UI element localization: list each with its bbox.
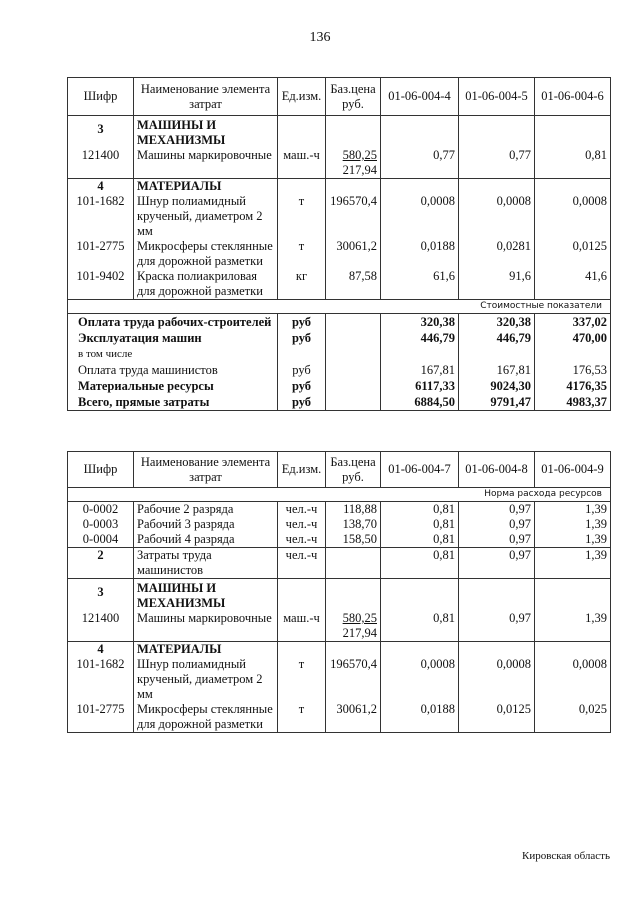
summary-label: Материальные ресурсы [68,378,278,394]
row-unit: чел.-ч [278,517,326,532]
header-name: Наименование элемента затрат [134,452,278,488]
summary-label: Оплата труда рабочих-строителей [68,314,278,331]
row-value: 0,025 [535,702,611,733]
row-unit: т [278,194,326,239]
row-value: 0,0008 [381,194,459,239]
header-unit: Ед.изм. [278,78,326,116]
row-price: 30061,2 [326,702,381,733]
summary-value: 176,53 [535,362,611,378]
row-value: 0,0008 [459,657,535,702]
summary-label: Эксплуатация машин [68,330,278,346]
summary-value: 4176,35 [535,378,611,394]
summary-value: 446,79 [459,330,535,346]
row-value: 1,39 [535,611,611,642]
row-unit: чел.-ч [278,502,326,518]
row-unit: т [278,702,326,733]
row-value: 0,77 [381,148,459,179]
row-code: 0-0003 [68,517,134,532]
row-value: 0,81 [381,611,459,642]
row-value: 0,0125 [459,702,535,733]
resource-table-2 [67,451,611,733]
summary-label: в том числе [68,346,278,362]
section-code: 4 [68,642,134,658]
row-code: 101-2775 [68,702,134,733]
summary-row [68,346,611,362]
row-value: 0,97 [459,502,535,518]
row-value: 0,97 [459,548,535,579]
summary-value: 167,81 [459,362,535,378]
row-code: 101-1682 [68,194,134,239]
row-value: 0,97 [459,517,535,532]
row-value: 0,0008 [535,657,611,702]
header-col-2: 01-06-004-8 [459,452,535,488]
section-row [68,642,611,658]
region-footer: Кировская область [522,850,611,862]
row-value: 0,81 [381,502,459,518]
summary-unit: руб [278,394,326,411]
row-price: 158,50 [326,532,381,548]
summary-unit: руб [278,330,326,346]
summary-label: Всего, прямые затраты [68,394,278,411]
row-value: 0,0125 [535,239,611,269]
row-value: 0,81 [535,148,611,179]
summary-value: 6884,50 [381,394,459,411]
row-name: Рабочий 3 разряда [134,517,278,532]
cost-caption-row [68,300,611,314]
row-price [326,148,381,179]
section-title: МАШИНЫ И МЕХАНИЗМЫ [134,579,278,612]
row-unit: кг [278,269,326,300]
section-code: 4 [68,179,134,195]
header-col-3: 01-06-004-6 [535,78,611,116]
row-name: Шнур полиамидный крученый, диаметром 2 мм [134,194,278,239]
section-row [68,179,611,195]
row-value: 0,0281 [459,239,535,269]
row-value: 0,97 [459,532,535,548]
header-code: Шифр [68,78,134,116]
row-value: 0,0188 [381,702,459,733]
row-name: Шнур полиамидный крученый, диаметром 2 мм [134,657,278,702]
summary-row [68,394,611,411]
norm-caption: Норма расхода ресурсов [68,488,611,502]
row-value: 0,97 [459,611,535,642]
row-unit: маш.-ч [278,148,326,179]
summary-value: 337,02 [535,314,611,331]
row-value: 0,81 [381,532,459,548]
table-header-row [68,452,611,488]
row-value: 0,0188 [381,239,459,269]
summary-row [68,314,611,331]
row-price: 196570,4 [326,657,381,702]
row-unit: маш.-ч [278,611,326,642]
row-price: 87,58 [326,269,381,300]
row-price: 118,88 [326,502,381,518]
summary-value: 9024,30 [459,378,535,394]
row-value: 1,39 [535,532,611,548]
summary-unit: руб [278,378,326,394]
row-name: Машины маркировочные [134,148,278,179]
summary-value: 320,38 [459,314,535,331]
table-row [68,611,611,642]
header-name: Наименование элемента затрат [134,78,278,116]
row-value: 0,0008 [381,657,459,702]
summary-value: 167,81 [381,362,459,378]
header-price: Баз.цена руб. [326,78,381,116]
row-name: Микросферы стеклянные для дорожной разметки [134,239,278,269]
row-name: Затраты труда машинистов [134,548,278,579]
row-code: 101-1682 [68,657,134,702]
row-value: 0,81 [381,548,459,579]
row-value: 91,6 [459,269,535,300]
summary-label: Оплата труда машинистов [68,362,278,378]
row-code: 101-9402 [68,269,134,300]
row-price [326,611,381,642]
table-row [68,502,611,518]
norm-caption-row [68,488,611,502]
row-code: 0-0002 [68,502,134,518]
row-value: 0,0008 [535,194,611,239]
row-name: Рабочие 2 разряда [134,502,278,518]
row-name: Краска полиакриловая для дорожной разметки [134,269,278,300]
summary-value: 9791,47 [459,394,535,411]
summary-row [68,330,611,346]
row-value: 0,0008 [459,194,535,239]
table-row [68,148,611,179]
header-col-1: 01-06-004-4 [381,78,459,116]
summary-value: 4983,37 [535,394,611,411]
row-code: 121400 [68,611,134,642]
row-value: 0,77 [459,148,535,179]
row-value: 1,39 [535,517,611,532]
cost-caption: Стоимостные показатели [68,300,611,314]
row-value: 0,81 [381,517,459,532]
row-code: 101-2775 [68,239,134,269]
row-code: 121400 [68,148,134,179]
row-value: 61,6 [381,269,459,300]
section-title: МАТЕРИАЛЫ [134,179,278,195]
row-price: 138,70 [326,517,381,532]
table-row [68,269,611,300]
table-row [68,194,611,239]
summary-value: 6117,33 [381,378,459,394]
table-row [68,239,611,269]
section-row [68,579,611,612]
header-unit: Ед.изм. [278,452,326,488]
section-code: 3 [68,116,134,149]
section-title: МАТЕРИАЛЫ [134,642,278,658]
summary-value: 320,38 [381,314,459,331]
row-unit: чел.-ч [278,548,326,579]
header-code: Шифр [68,452,134,488]
header-col-3: 01-06-004-9 [535,452,611,488]
page-number: 136 [309,30,331,45]
row-value: 41,6 [535,269,611,300]
summary-unit: руб [278,362,326,378]
row-price-secondary: 217,94 [342,626,377,640]
row-name: Микросферы стеклянные для дорожной разметки [134,702,278,733]
row-unit: т [278,239,326,269]
row-name: Машины маркировочные [134,611,278,642]
row-value: 1,39 [535,502,611,518]
row-code: 2 [68,548,134,579]
summary-value: 470,00 [535,330,611,346]
row-price-main: 580,25 [342,611,377,625]
row-code: 0-0004 [68,532,134,548]
table-row [68,657,611,702]
table-row [68,702,611,733]
summary-row [68,362,611,378]
row-price: 196570,4 [326,194,381,239]
row-price-main: 580,25 [342,148,377,162]
row-value: 1,39 [535,548,611,579]
header-price: Баз.цена руб. [326,452,381,488]
table-row [68,517,611,532]
row-name: Рабочий 4 разряда [134,532,278,548]
row-price-secondary: 217,94 [342,163,377,177]
resource-table-1 [67,77,611,411]
row-price: 30061,2 [326,239,381,269]
header-col-2: 01-06-004-5 [459,78,535,116]
table-row [68,548,611,579]
row-unit: чел.-ч [278,532,326,548]
section-code: 3 [68,579,134,612]
header-col-1: 01-06-004-7 [381,452,459,488]
table-row [68,532,611,548]
summary-value: 446,79 [381,330,459,346]
table-header-row [68,78,611,116]
row-unit: т [278,657,326,702]
section-row [68,116,611,149]
summary-unit: руб [278,314,326,331]
section-title: МАШИНЫ И МЕХАНИЗМЫ [134,116,278,149]
summary-row [68,378,611,394]
